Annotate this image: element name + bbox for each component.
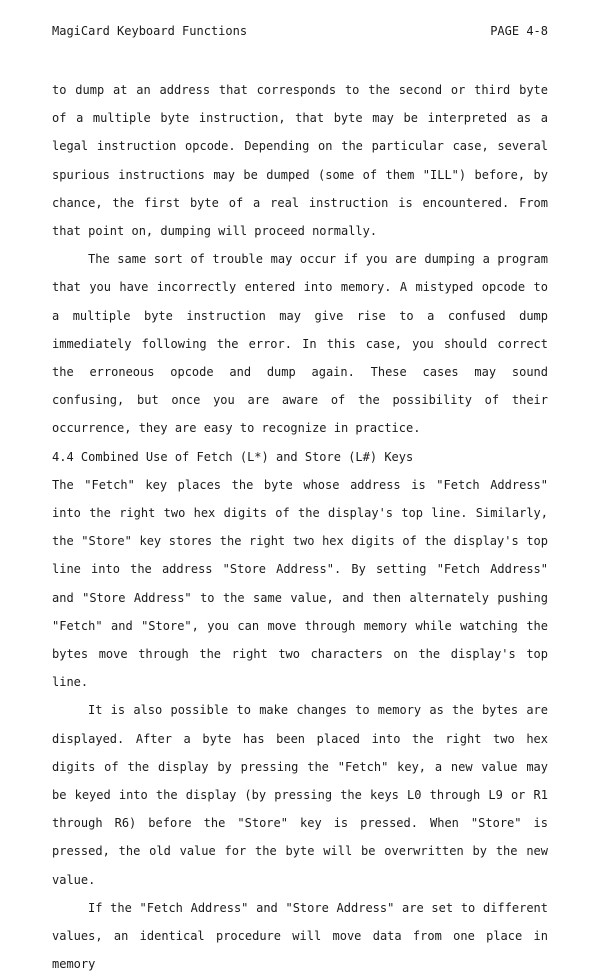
page-number: PAGE 4-8 — [490, 24, 548, 38]
paragraph-2: The same sort of trouble may occur if you are dumping a program that you have incorrectly entered into memory. A mistyped opcode to a multiple byte instruction may give rise to a confused dump immediately following the error. In this case, you should correct the erroneous opcode and dump again. These cases may sound confusing, but once you are aware of the possibility of their occurrence, they are easy to recognize in practice. — [52, 252, 548, 436]
section-heading: 4.4 Combined Use of Fetch (L*) and Store (L#) Keys — [52, 449, 414, 464]
paragraph-4: It is also possible to make changes to memory as the bytes are displayed. After a byte has been placed into the right two hex digits of the display by pressing the "Fetch" key, a new value may be keyed into the display (by pressing the keys L0 through L9 or R1 through R6) before the "Store" key is pressed. When "Store" is pressed, the old value for the byte will be overwritten by the new value. — [52, 703, 548, 887]
paragraph-3: The "Fetch" key places the byte whose address is "Fetch Address" into the right two hex digits of the display's top line. Similarly, the "Store" key stores the right two hex digits of the display's top line into the address "Store Address". By setting "Fetch Address" and "Store Address" to the same value, and then alternately pushing "Fetch" and "Store", you can move through memory while watching the bytes move through the right two characters on the display's top line. — [52, 477, 548, 690]
page-body — [52, 76, 548, 979]
page-header — [52, 24, 548, 44]
paragraph-5: If the "Fetch Address" and "Store Address" are set to different values, an identical procedure will move data from one place in memory — [52, 900, 548, 972]
running-title: MagiCard Keyboard Functions — [52, 24, 248, 38]
paragraph-1: to dump at an address that corresponds to the second or third byte of a multiple byte instruction, that byte may be interpreted as a legal instruction opcode. Depending on the particular case, several spurious instructions may be dumped (some of them "ILL") before, by chance, the first byte of a real instruction is encountered. From that point on, dumping will proceed normally. — [52, 83, 548, 239]
